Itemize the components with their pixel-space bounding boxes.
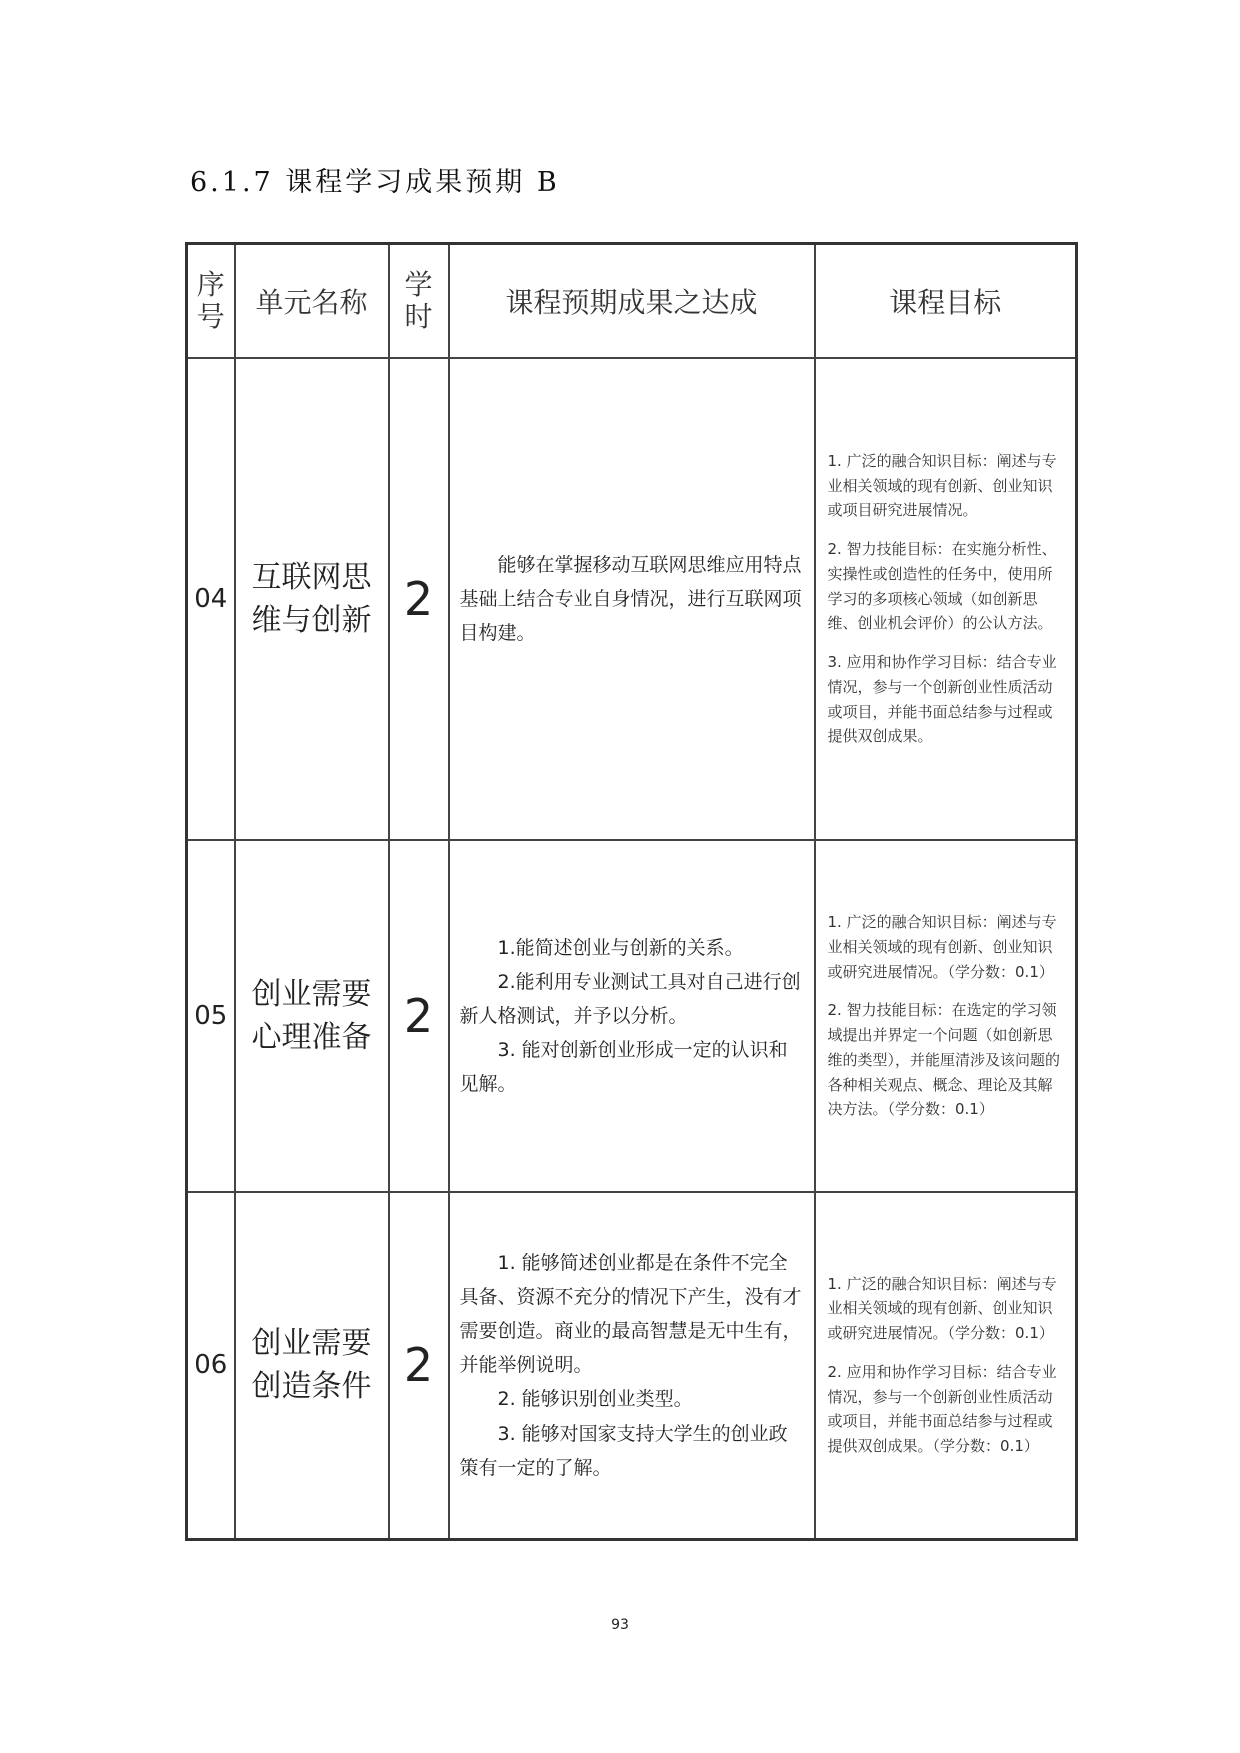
header-goals: 课程目标 — [815, 244, 1077, 359]
table-row — [187, 358, 1077, 840]
row-goals — [815, 358, 1077, 840]
goal-item: 2. 智力技能目标：在实施分析性、实操性或创造性的任务中，使用所学习的多项核心领域（如创新思维、创业机会评价）的公认方法。 — [827, 540, 1057, 633]
table-row — [187, 840, 1077, 1192]
header-unit: 单元名称 — [235, 244, 389, 359]
row-hours: 2 — [389, 358, 449, 840]
row-unit-name: 创业需要心理准备 — [235, 840, 389, 1192]
row-seq: 06 — [187, 1192, 235, 1539]
goal-item: 1. 广泛的融合知识目标：阐述与专业相关领域的现有创新、创业知识或研究进展情况。（学分数：0.1） — [827, 913, 1057, 981]
table-header-row — [187, 244, 1077, 359]
header-hours-label: 学时 — [404, 267, 433, 333]
outcome-item: 3. 能对创新创业形成一定的认识和见解。 — [459, 1039, 788, 1096]
row-outcome — [449, 1192, 815, 1539]
row-goals — [815, 840, 1077, 1192]
header-outcome: 课程预期成果之达成 — [449, 244, 815, 359]
page-number: 93 — [611, 1617, 629, 1633]
outcome-item: 1.能简述创业与创新的关系。 — [497, 936, 744, 959]
row-hours: 2 — [389, 1192, 449, 1539]
outcome-item: 2. 能够识别创业类型。 — [497, 1388, 693, 1411]
goal-item: 2. 智力技能目标：在选定的学习领域提出并界定一个问题（如创新思维的类型），并能厘清涉及该问题的各种相关观点、概念、理论及其解决方法。（学分数：0.1） — [827, 1001, 1061, 1119]
header-seq-label: 序号 — [196, 267, 225, 333]
goal-item: 3. 应用和协作学习目标：结合专业情况，参与一个创新创业性质活动或项目，并能书面总结参与过程或提供双创成果。 — [827, 653, 1057, 746]
row-seq: 04 — [187, 358, 235, 840]
section-title: 6.1.7 课程学习成果预期 B — [190, 167, 560, 198]
row-unit-name: 创业需要创造条件 — [235, 1192, 389, 1539]
row-goals — [815, 1192, 1077, 1539]
learning-outcome-table — [185, 242, 1078, 1541]
row-unit-name: 互联网思维与创新 — [235, 358, 389, 840]
goal-item: 1. 广泛的融合知识目标：阐述与专业相关领域的现有创新、创业知识或项目研究进展情况。 — [827, 451, 1057, 520]
header-hours — [389, 244, 449, 359]
table-row — [187, 1192, 1077, 1539]
outcome-item: 能够在掌握移动互联网思维应用特点基础上结合专业自身情况，进行互联网项目构建。 — [459, 553, 802, 645]
goal-item: 2. 应用和协作学习目标：结合专业情况，参与一个创新创业性质活动或项目，并能书面总结参与过程或提供双创成果。（学分数：0.1） — [827, 1362, 1057, 1456]
row-seq: 05 — [187, 840, 235, 1192]
outcome-item: 3. 能够对国家支持大学生的创业政策有一定的了解。 — [459, 1422, 788, 1479]
header-seq — [187, 244, 235, 359]
row-outcome — [449, 358, 815, 840]
outcome-item: 2.能利用专业测试工具对自己进行创新人格测试，并予以分析。 — [459, 970, 801, 1027]
row-hours: 2 — [389, 840, 449, 1192]
outcome-item: 1. 能够简述创业都是在条件不完全具备、资源不充分的情况下产生，没有才需要创造。商业的最高智慧是无中生有，并能举例说明。 — [459, 1251, 802, 1377]
goal-item: 1. 广泛的融合知识目标：阐述与专业相关领域的现有创新、创业知识或研究进展情况。（学分数：0.1） — [827, 1274, 1057, 1343]
row-outcome — [449, 840, 815, 1192]
